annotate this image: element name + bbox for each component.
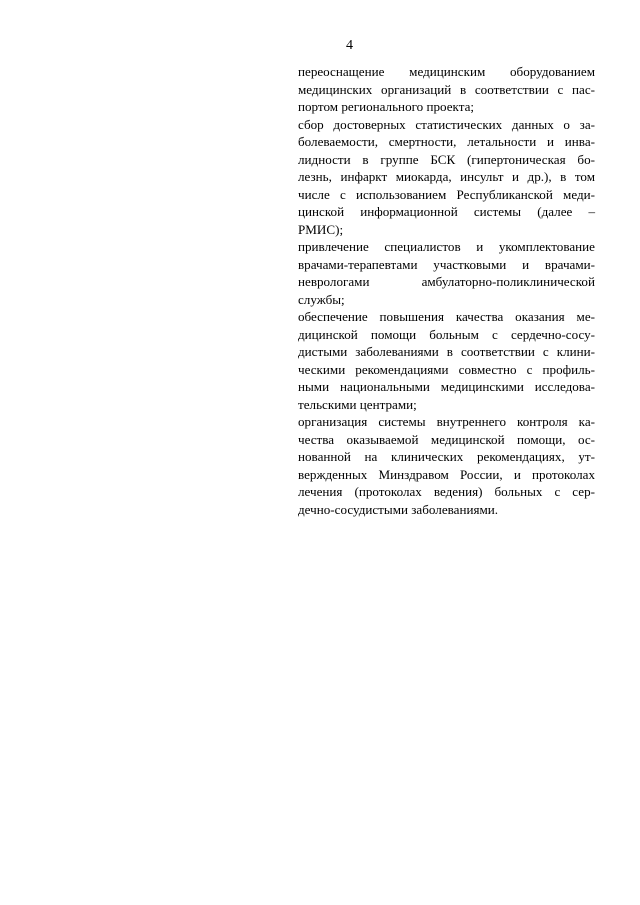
text-line: ческими рекомендациями совместно с профиль- bbox=[298, 361, 595, 377]
text-line: переоснащение медицинским оборудованием bbox=[298, 64, 595, 79]
text-line: лечения (протоколах ведения) больных с сер- bbox=[298, 484, 595, 499]
text-line: портом регионального проекта; bbox=[298, 99, 475, 114]
text-line: лезнь, инфаркт миокарда, инсульт и др.), в том bbox=[298, 169, 595, 184]
text-line: цинской информационной системы (далее – bbox=[298, 204, 595, 219]
text-line: службы; bbox=[298, 291, 345, 307]
page-number: 4 bbox=[346, 38, 353, 53]
text-line: дицинской помощи больным с сердечно-сосу- bbox=[298, 326, 595, 342]
text-line: дечно-сосудистыми заболеваниями. bbox=[298, 501, 499, 517]
text-line: числе с использованием Республиканской меди- bbox=[298, 186, 595, 202]
text-line: тельскими центрами; bbox=[298, 396, 417, 412]
body-text bbox=[298, 63, 595, 518]
text-line: сбор достоверных статистических данных о за- bbox=[298, 116, 595, 132]
text-line: организация системы внутреннего контроля ка- bbox=[298, 414, 595, 429]
text-line: болеваемости, смертности, летальности и инва- bbox=[298, 134, 595, 149]
text-line: привлечение специалистов и укомплектование bbox=[298, 239, 595, 254]
text-line: РМИС); bbox=[298, 221, 344, 237]
text-line: ными национальными медицинскими исследова- bbox=[298, 379, 595, 394]
text-line: лидности в группе БСК (гипертоническая бо- bbox=[298, 151, 595, 167]
text-line: нованной на клинических рекомендациях, ут- bbox=[298, 449, 595, 464]
text-line: обеспечение повышения качества оказания ме- bbox=[298, 309, 595, 324]
text-line: неврологами амбулаторно-поликлинической bbox=[298, 274, 595, 289]
text-line: вержденных Минздравом России, и протоколах bbox=[298, 466, 595, 482]
text-line: чества оказываемой медицинской помощи, ос- bbox=[298, 431, 595, 447]
text-line: медицинских организаций в соответствии с пас- bbox=[298, 81, 595, 97]
text-line: дистыми заболеваниями в соответствии с клини- bbox=[298, 344, 595, 359]
text-line: врачами-терапевтами участковыми и врачами- bbox=[298, 256, 595, 272]
